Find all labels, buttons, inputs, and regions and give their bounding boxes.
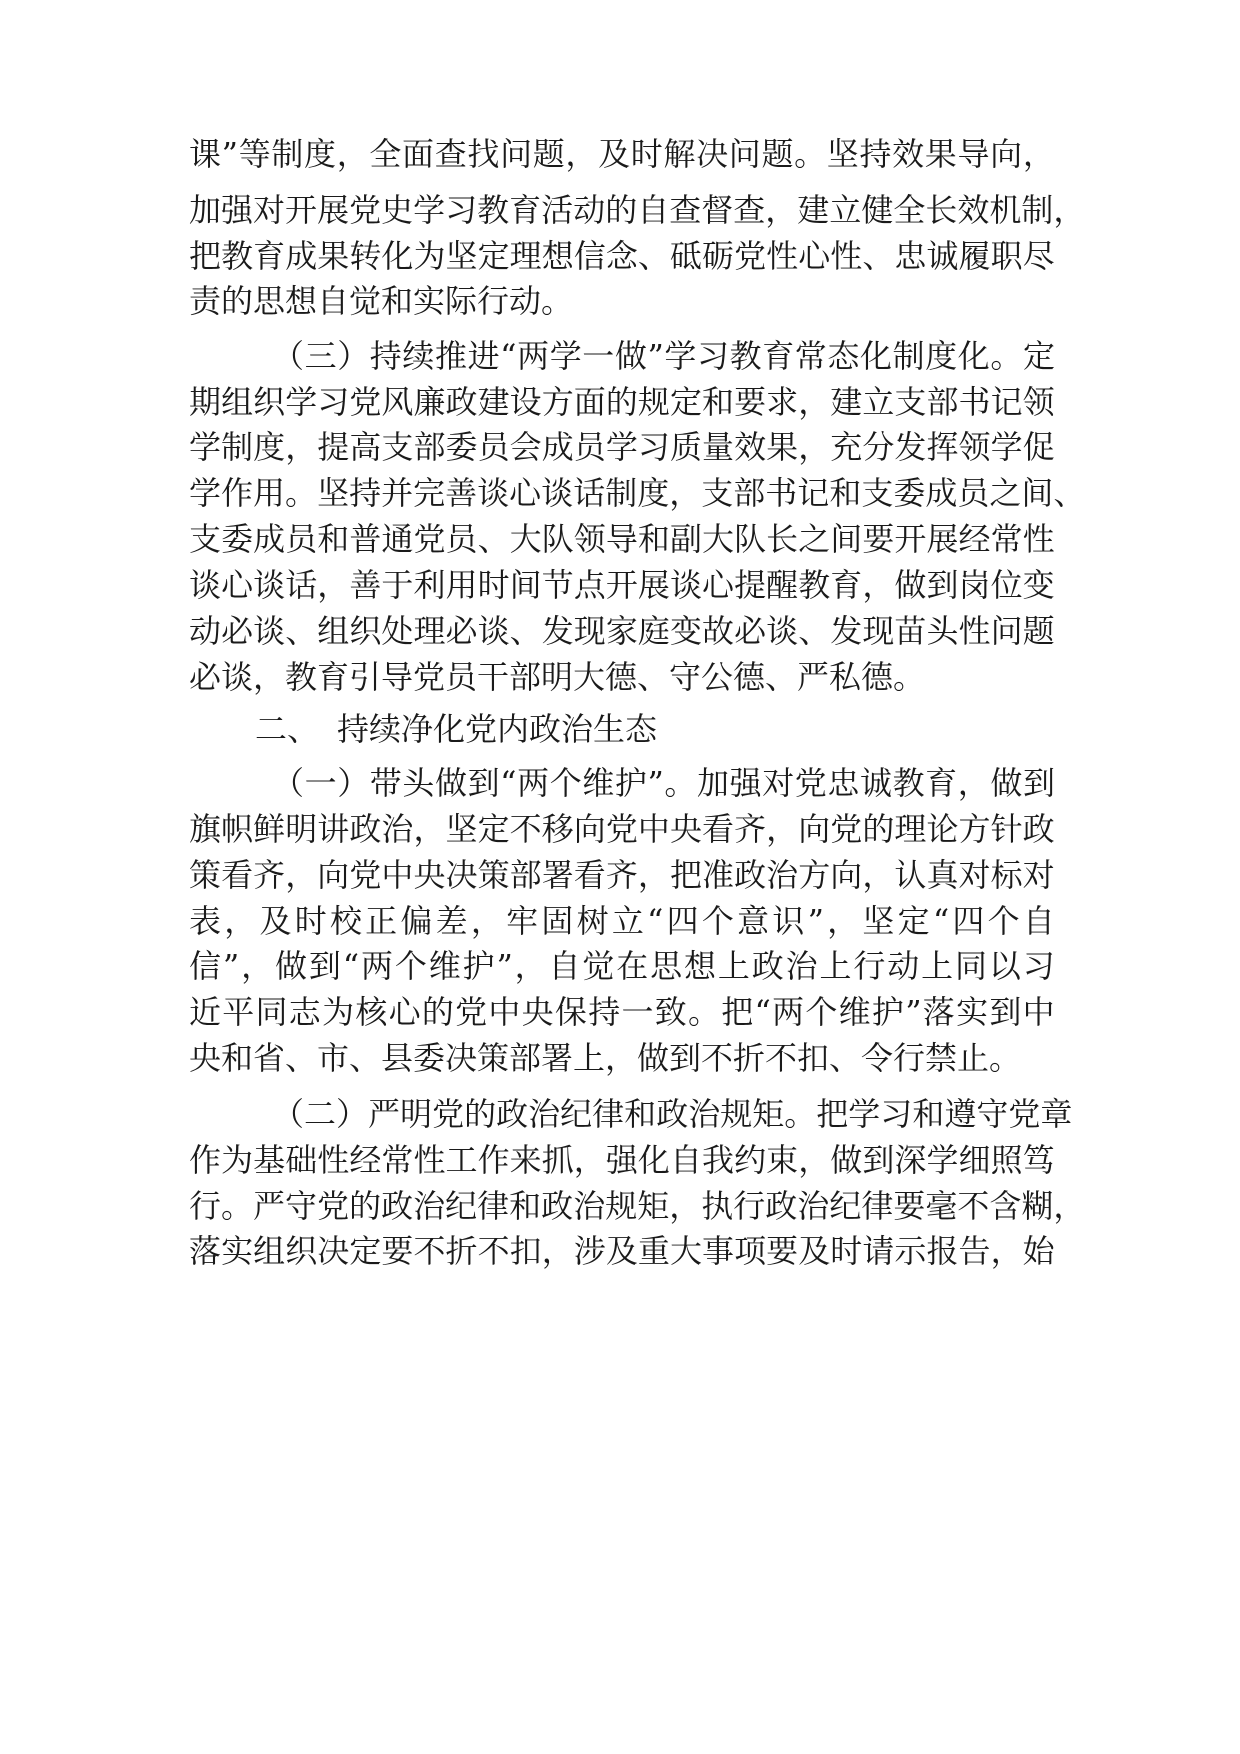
body-text-line: 期 组 织 学 习 党 风 廉 政 建 设 方 面 的 规 定 和 要 求 ， 建 立 支 部 书 记 领 [189, 383, 1055, 421]
paragraph-first-line: （ 一 ） 带 头 做 到 “ 两 个 维 护 ” 。 加 强 对 党 忠 诚 教 育 ， 做 到 [272, 764, 1055, 802]
body-text-line: 加 强 对 开 展 党 史 学 习 教 育 活 动 的 自 查 督 查 ， 建 立 健 全 长 效 机 制 ， [189, 191, 1086, 229]
section-heading [255, 703, 675, 755]
paragraph-first-line: （ 三 ） 持 续 推 进 “ 两 学 一 做 ” 学 习 教 育 常 态 化 制 度 化 。 定 [272, 337, 1055, 375]
body-text-line: 行 。 严 守 党 的 政 治 纪 律 和 政 治 规 矩 ， 执 行 政 治 纪 律 要 毫 不 含 糊 ， [189, 1187, 1086, 1225]
body-text-line: 近 平 同 志 为 核 心 的 党 中 央 保 持 一 致 。 把 “ 两 个 维 护 ” 落 实 到 中 [189, 993, 1055, 1031]
body-text-line: 动 必 谈 、 组 织 处 理 必 谈 、 发 现 家 庭 变 故 必 谈 、 发 现 苗 头 性 问 题 [189, 612, 1055, 650]
body-text-line: 把 教 育 成 果 转 化 为 坚 定 理 想 信 念 、 砥 砺 党 性 心 性 、 忠 诚 履 职 尽 [189, 237, 1055, 275]
paragraph-first-line: （ 二 ） 严 明 党 的 政 治 纪 律 和 政 治 规 矩 。 把 学 习 和 遵 守 党 章 [272, 1095, 1073, 1133]
body-text-line: 责的思想自觉和实际行动。 [189, 282, 574, 320]
body-text-line: 策 看 齐 ， 向 党 中 央 决 策 部 署 看 齐 ， 把 准 政 治 方 向 ， 认 真 对 标 对 [189, 856, 1055, 894]
body-text-line: 旗 帜 鲜 明 讲 政 治 ， 坚 定 不 移 向 党 中 央 看 齐 ， 向 党 的 理 论 方 针 政 [189, 810, 1055, 848]
body-text-line: 表 ， 及 时 校 正 偏 差 ， 牢 固 树 立 “ 四 个 意 识 ” ， 坚 定 “ 四 个 自 [189, 902, 1055, 940]
body-text-line: 落 实 组 织 决 定 要 不 折 不 扣 ， 涉 及 重 大 事 项 要 及 时 请 示 报 告 ， 始 [189, 1232, 1055, 1270]
body-text-line: 必谈，教育引导党员干部明大德、守公德、严私德。 [189, 658, 926, 696]
body-text-line: 央和省、市、县委决策部署上，做到不折不扣、令行禁止。 [189, 1039, 1022, 1077]
section-title: 持续净化党内政治生态 [337, 710, 658, 748]
section-number: 二、 [255, 710, 320, 748]
body-text-line: 学 制 度 ， 提 高 支 部 委 员 会 成 员 学 习 质 量 效 果 ， 充 分 发 挥 领 学 促 [189, 428, 1055, 466]
body-text-line: 谈 心 谈 话 ， 善 于 利 用 时 间 节 点 开 展 谈 心 提 醒 教 育 ， 做 到 岗 位 变 [189, 566, 1055, 604]
body-text-line: 作 为 基 础 性 经 常 性 工 作 来 抓 ， 强 化 自 我 约 束 ， 做 到 深 学 细 照 笃 [189, 1141, 1055, 1179]
body-text-line: 信 ” ， 做 到 “ 两 个 维 护 ” ， 自 觉 在 思 想 上 政 治 上 行 动 上 同 以 习 [189, 947, 1055, 985]
body-text-line: 课 ” 等 制 度 ， 全 面 查 找 问 题 ， 及 时 解 决 问 题 。 坚 持 效 果 导 向 ， [189, 135, 1055, 173]
body-text-line: 支 委 成 员 和 普 通 党 员 、 大 队 领 导 和 副 大 队 长 之 间 要 开 展 经 常 性 [189, 520, 1055, 558]
body-text-line: 学 作 用 。 坚 持 并 完 善 谈 心 谈 话 制 度 ， 支 部 书 记 和 支 委 成 员 之 间 、 [189, 474, 1086, 512]
